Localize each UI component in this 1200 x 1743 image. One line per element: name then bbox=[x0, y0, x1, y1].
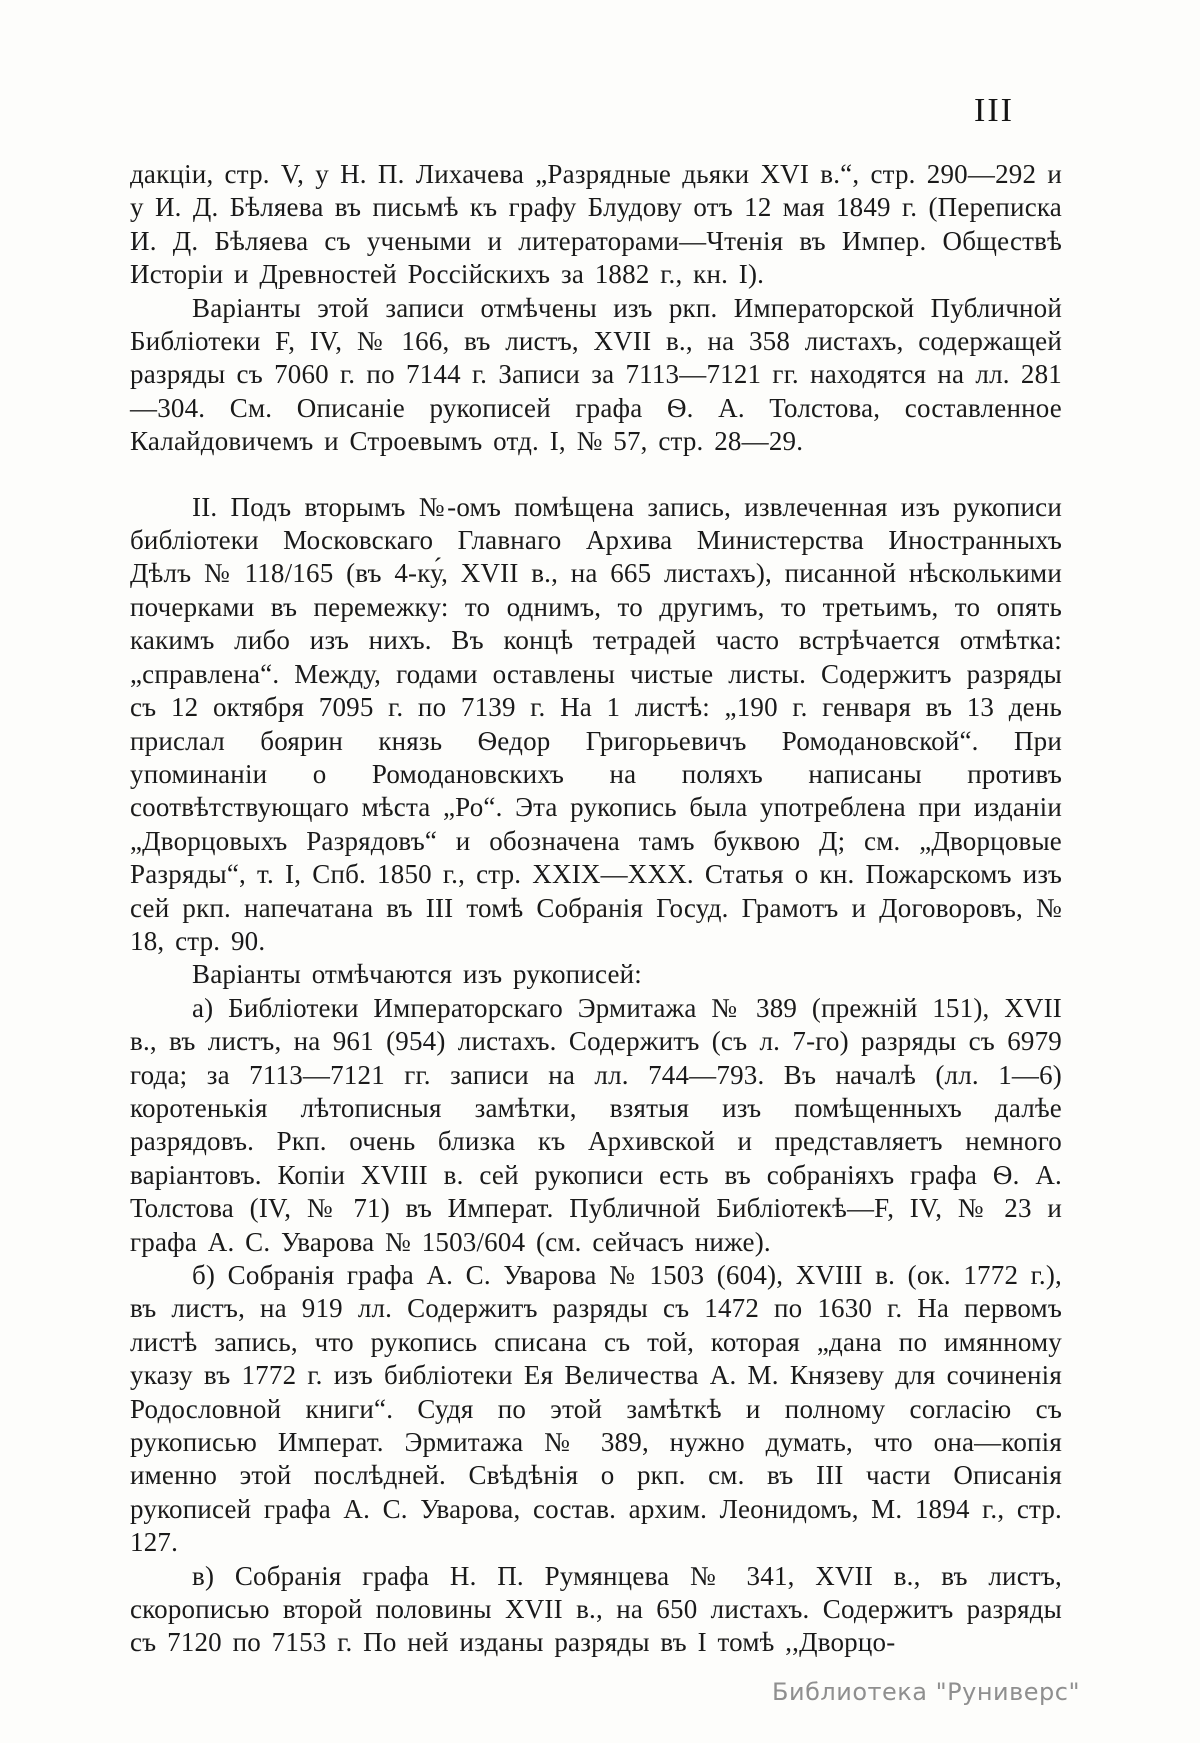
paragraph-variants-imperial-library: Варіанты этой записи отмѣчены изъ ркп. Императорской Публичной Библіотеки F, IV, № 166, въ листъ, XVII в., на 358 листахъ, содержащей разряды съ 7060 г. по 7144 г. Записи за 7113—7121 гг. находятся на лл. 281—304. См. Описаніе рукописей графа Ѳ. А. Толстова, составленное Калайдовичемъ и Строевымъ отд. I, № 57, стр. 28—29. bbox=[130, 292, 1062, 457]
paragraph-section-ii: II. Подъ вторымъ №-омъ помѣщена запись, извлеченная изъ рукописи библіотеки Московскаго Главнаго Архива Министерства Иностранныхъ Дѣлъ № 118/165 (въ 4-ку́, XVII в., на 665 листахъ), писанной нѣсколькими почерками въ перемежку: то однимъ, то другимъ, то третьимъ, то опять какимъ либо изъ нихъ. Въ концѣ тетрадей часто встрѣчается отмѣтка: „справлена“. Между, годами оставлены чистые листы. Содержитъ разряды съ 12 октября 7095 г. по 7139 г. На 1 листѣ: „190 г. генваря въ 13 день прислал боярин князь Ѳедор Григорьевичъ Ромодановской“. При упоминаніи о Ромодановскихъ на поляхъ написаны противъ соотвѣтствующаго мѣста „Ро“. Эта рукопись была употреблена при изданіи „Дворцовыхъ Разрядовъ“ и обозначена тамъ буквою Д; см. „Дворцовые Разряды“, т. I, Спб. 1850 г., стр. XXIX—XXX. Статья о кн. Пожарскомъ изъ сей ркп. напечатана въ III томѣ Собранія Госуд. Грамотъ и Договоровъ, № 18, стр. 90. bbox=[130, 491, 1062, 956]
paragraph-item-b: б) Собранія графа А. С. Уварова № 1503 (604), XVIII в. (ок. 1772 г.), въ листъ, на 919 лл. Содержитъ разряды съ 1472 по 1630 г. На первомъ листѣ запись, что рукопись списана съ той, которая „дана по имянному указу въ 1772 г. изъ библіотеки Ея Величества А. М. Князеву для сочиненія Родословной книги“. Судя по этой замѣткѣ и полному согласію съ рукописью Императ. Эрмитажа № 389, нужно думать, что она—копія именно этой послѣдней. Свѣдѣнія о ркп. см. въ III части Описанія рукописей графа А. С. Уварова, состав. архим. Леонидомъ, М. 1894 г., стр. 127. bbox=[130, 1260, 1062, 1558]
paragraph-item-v: в) Собранія графа Н. П. Румянцева № 341, XVII в., въ листъ, скорописью второй половины XVII в., на 650 листахъ. Содержитъ разряды съ 7120 по 7153 г. По ней изданы разряды въ I томѣ ,,Дворцо- bbox=[130, 1560, 1062, 1658]
page-number: III bbox=[974, 92, 1014, 129]
body-text bbox=[130, 158, 1062, 1660]
paragraph-item-a: а) Библіотеки Императорскаго Эрмитажа № 389 (прежній 151), XVII в., въ листъ, на 961 (954) листахъ. Содержитъ (съ л. 7-го) разряды съ 6979 года; за 7113—7121 гг. записи на лл. 744—793. Въ началѣ (лл. 1—6) коротенькія лѣтописныя замѣтки, взятыя изъ помѣщенныхъ далѣе разрядовъ. Ркп. очень близка къ Архивской и представляетъ немного варіантовъ. Копіи XVIII в. сей рукописи есть въ собраніяхъ графа Ѳ. А. Толстова (IV, № 71) въ Императ. Публичной Библіотекѣ—F, IV, № 23 и графа А. С. Уварова № 1503/604 (см. сейчасъ ниже). bbox=[130, 992, 1062, 1257]
runivers-library-watermark: Библиотека "Руниверс" bbox=[772, 1678, 1080, 1706]
paragraph-variants-list-intro: Варіанты отмѣчаются изъ рукописей: bbox=[192, 959, 643, 990]
paragraph-continuation: дакціи, стр. V, у Н. П. Лихачева „Разрядные дьяки XVI в.“, стр. 290—292 и у И. Д. Бѣляева въ письмѣ къ графу Блудову отъ 12 мая 1849 г. (Переписка И. Д. Бѣляева съ учеными и литераторами—Чтенія въ Импер. Обществѣ Исторіи и Древностей Россійскихъ за 1882 г., кн. I). bbox=[130, 159, 1062, 290]
